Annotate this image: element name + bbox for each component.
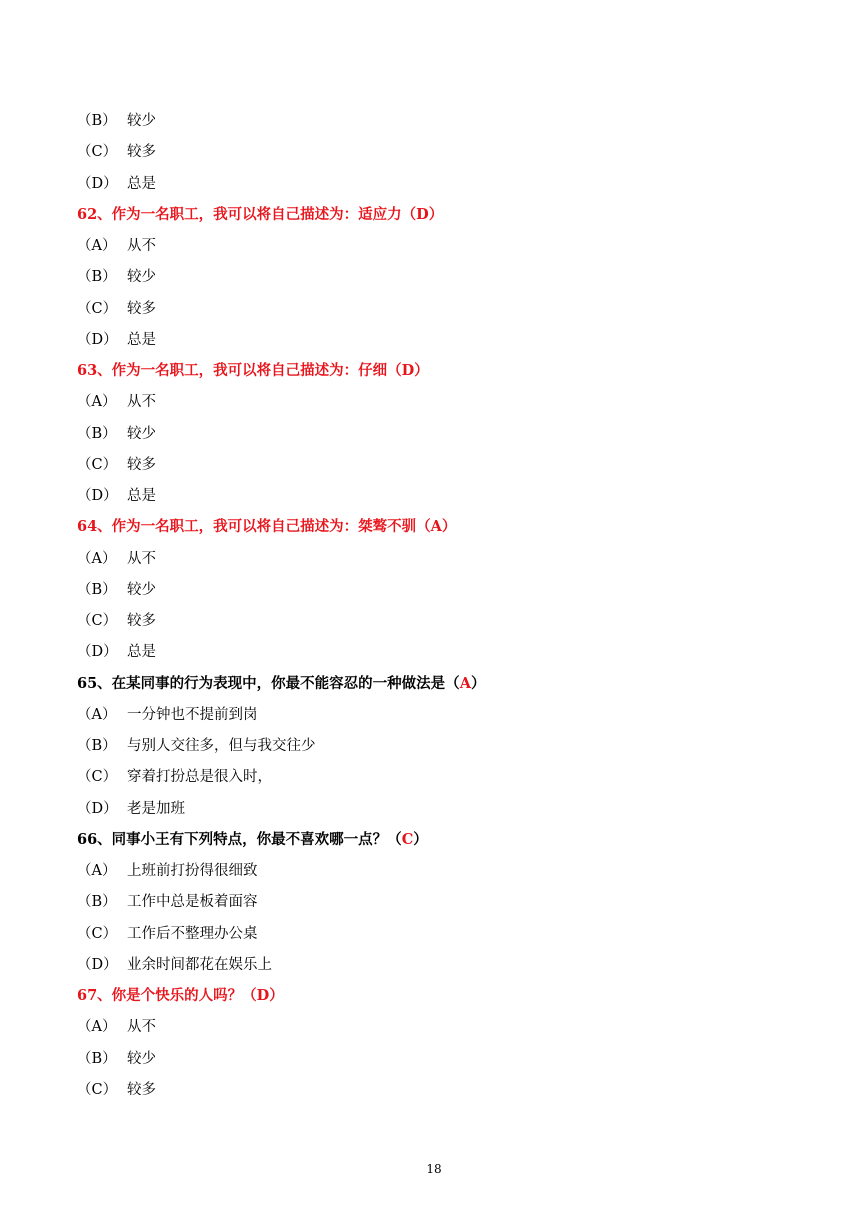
option-text: 较多 [127,613,156,629]
option-line [77,298,156,320]
option-letter: （C） [77,925,118,942]
option-line [77,235,156,257]
question-line [77,204,443,226]
option-line [77,735,316,757]
option-line [77,266,156,288]
option-letter: （B） [77,738,117,754]
option-text: 业余时间都花在娱乐上 [127,956,272,973]
option-line [77,610,156,632]
question-text: 62、作为一名职工，我可以将自己描述为：适应力（D） [77,205,444,223]
option-line [77,110,156,132]
option-letter: （B） [77,894,117,911]
option-text: 总是 [127,644,156,661]
option-text: 较少 [127,113,156,129]
option-text: 较少 [127,269,156,286]
option-letter: （D） [77,644,118,661]
option-text: 从不 [127,550,156,567]
option-line [77,766,272,788]
answer-letter: A [459,674,471,692]
question-line [77,673,485,695]
option-letter: （A） [77,394,117,411]
option-text: 从不 [127,1019,156,1036]
option-text: 从不 [127,394,156,411]
question-line [77,985,284,1007]
option-line [77,173,156,195]
question-line [77,360,429,382]
option-text: 较多 [127,1081,156,1098]
option-text: 较少 [127,581,156,598]
option-text: 总是 [127,331,156,348]
question-line [77,829,428,851]
option-letter: （C） [77,1081,118,1098]
option-text: 较多 [127,300,156,317]
question-suffix: ） [413,830,428,848]
option-line [77,141,156,163]
page-number: 18 [426,1162,442,1176]
option-line [77,923,258,945]
option-text: 穿着打扮总是很入时， [127,769,272,786]
option-text: 较少 [127,1050,156,1067]
option-letter: （A） [77,706,117,723]
option-letter: （D） [77,800,118,817]
option-letter: （C） [77,144,118,161]
answer-letter: C [401,830,414,848]
option-text: 较少 [127,425,156,442]
question-line [77,516,456,538]
option-letter: （D） [77,175,118,192]
option-line [77,891,258,913]
option-letter: （D） [77,956,118,973]
option-line [77,485,156,507]
option-letter: （D） [77,331,118,348]
option-line [77,641,156,663]
option-text: 与别人交往多，但与我交往少 [127,738,316,754]
option-letter: （B） [77,113,117,129]
option-line [77,454,156,476]
option-line [77,1016,156,1038]
option-letter: （B） [77,425,117,442]
question-text: 64、作为一名职工，我可以将自己描述为：桀骜不驯（A） [77,518,457,536]
option-letter: （B） [77,581,117,598]
option-letter: （D） [77,488,118,504]
option-text: 工作中总是板着面容 [127,894,258,911]
option-line [77,391,156,413]
option-line [77,329,156,351]
question-text: 66、同事小王有下列特点，你最不喜欢哪一点？（ [77,830,402,848]
question-text: 65、在某同事的行为表现中，你最不能容忍的一种做法是（ [77,674,460,692]
option-text: 上班前打扮得很细致 [127,863,258,879]
option-line [77,860,258,882]
option-text: 较多 [127,144,156,161]
option-letter: （A） [77,1019,117,1036]
option-letter: （C） [77,769,118,786]
option-line [77,798,185,820]
option-line [77,1048,156,1070]
option-letter: （B） [77,269,117,286]
option-text: 总是 [127,175,156,192]
option-text: 一分钟也不提前到岗 [127,706,258,723]
option-text: 从不 [127,238,156,254]
option-line [77,423,156,445]
option-letter: （B） [77,1050,117,1067]
option-letter: （C） [77,456,118,473]
option-line [77,704,258,726]
option-line [77,1079,156,1101]
option-letter: （C） [77,613,118,629]
option-line [77,579,156,601]
question-text: 63、作为一名职工，我可以将自己描述为：仔细（D） [77,362,429,379]
question-suffix: ） [470,674,486,692]
question-text: 67、你是个快乐的人吗？（D） [77,987,284,1004]
option-line [77,548,156,570]
option-text: 老是加班 [127,800,185,817]
option-letter: （C） [77,300,118,317]
option-text: 较多 [127,456,156,473]
option-letter: （A） [77,238,117,254]
option-text: 总是 [127,488,156,504]
option-text: 工作后不整理办公桌 [127,925,258,942]
option-letter: （A） [77,550,117,567]
option-line [77,954,272,976]
option-letter: （A） [77,863,117,879]
